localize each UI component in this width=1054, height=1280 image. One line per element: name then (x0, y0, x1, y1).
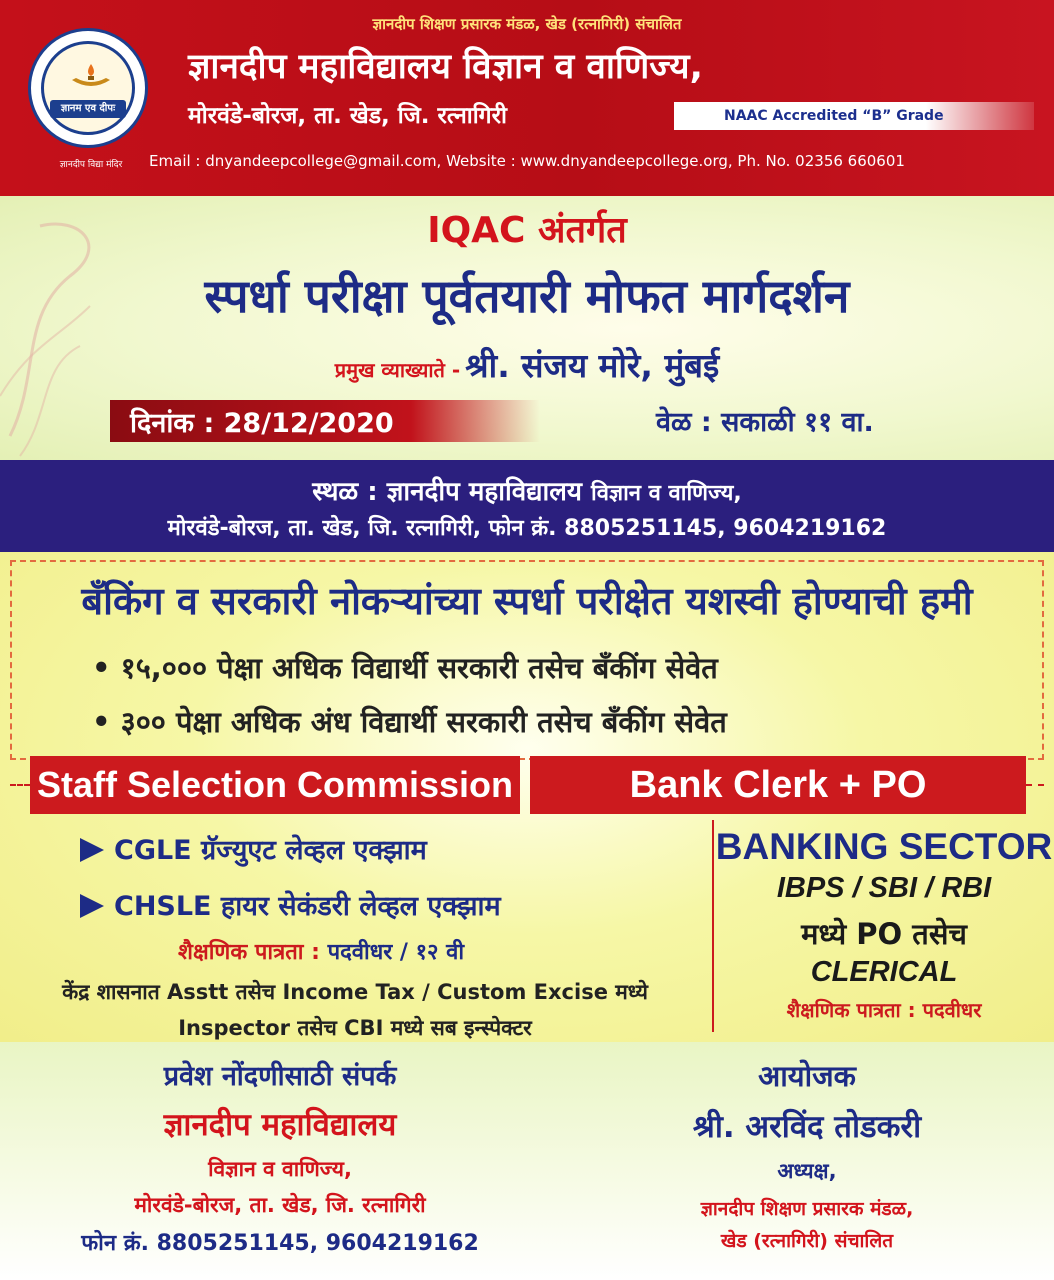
logo-motto: ज्ञानदीप विद्या मंदिर (59, 160, 123, 170)
organizer (560, 1042, 1054, 1253)
bank-clerical: CLERICAL (810, 956, 958, 988)
lamp-icon (68, 62, 114, 92)
organizer-role: अध्यक्ष, (777, 1159, 837, 1183)
ssc-qualification (178, 936, 464, 966)
banking-sector-heading: BANKING SECTOR (715, 826, 1053, 867)
contact-faculty: विज्ञान व वाणिज्य, (208, 1157, 352, 1181)
promo-heading: बँकिंग व सरकारी नोकऱ्यांच्या स्पर्धा परीक्षेत यशस्वी होण्याची हमी (81, 579, 973, 623)
ssc-qual-label: शैक्षणिक पात्रता : (178, 940, 320, 965)
contact-line: Email : dnyandeepcollege@gmail.com, Website : www.dnyandeepcollege.org, Ph. No. 02356 660601 (149, 152, 905, 170)
event-date: दिनांक : 28/12/2020 (130, 408, 394, 439)
venue-faculty: विज्ञान व वाणिज्य, (591, 481, 742, 506)
ssc-qual-value: पदवीधर / १२ वी (327, 940, 465, 965)
ssc-exam-item (80, 830, 427, 867)
bank-tab: Bank Clerk + PO (530, 756, 1026, 814)
iqac-heading: IQAC अंतर्गत (427, 210, 627, 251)
date-banner (110, 400, 540, 442)
promo-bullet: • १५,००० पेक्षा अधिक विद्यार्थी सरकारी तसेच बँकींग सेवेत (92, 651, 718, 685)
ssc-exam-item (80, 886, 501, 923)
ssc-tab: Staff Selection Commission (30, 756, 520, 814)
ssc-exam-label: CHSLE हायर सेकंडरी लेव्हल एक्झाम (114, 891, 501, 922)
college-name: ज्ञानदीप महाविद्यालय विज्ञान व वाणिज्य, (188, 47, 703, 87)
bank-posts: मध्ये PO तसेच (801, 917, 967, 951)
venue-line-1 (0, 472, 1054, 508)
contact-address: मोरवंडे-बोरज, ता. खेड, जि. रत्नागिरी (134, 1193, 426, 1217)
logo-band-text: ज्ञानम एव दीपः (50, 100, 126, 118)
triangle-right-icon (80, 838, 104, 862)
organizer-org: ज्ञानदीप शिक्षण प्रसारक मंडळ, (700, 1198, 914, 1220)
venue-line-2: मोरवंडे-बोरज, ता. खेड, जि. रत्नागिरी, फोन क्रं. 8805251145, 9604219162 (167, 516, 887, 541)
admission-contact (0, 1042, 560, 1257)
college-address: मोरवंडे-बोरज, ता. खेड, जि. रत्नागिरी (188, 103, 507, 129)
tab-dash-right (1026, 784, 1044, 786)
speaker-label: प्रमुख व्याख्याते - (334, 358, 461, 382)
speaker-name: श्री. संजय मोरे, मुंबई (465, 346, 720, 385)
promo-section (0, 552, 1054, 1042)
event-time: वेळ : सकाळी ११ वा. (656, 407, 874, 438)
college-logo (28, 28, 148, 170)
naac-badge: NAAC Accredited “B” Grade (674, 102, 1034, 130)
ssc-exam-label: CGLE ग्रॅज्युएट लेव्हल एक्झाम (114, 835, 427, 866)
venue-name: स्थळ : ज्ञानदीप महाविद्यालय (312, 477, 582, 507)
triangle-right-icon (80, 894, 104, 918)
organizer-name: श्री. अरविंद तोडकरी (692, 1109, 922, 1145)
bank-qualification: शैक्षणिक पात्रता : पदवीधर (786, 998, 982, 1022)
contact-phone: फोन क्रं. 8805251145, 9604219162 (81, 1231, 479, 1256)
parent-organization: ज्ञानदीप शिक्षण प्रसारक मंडळ, खेड (रत्नागिरी) संचालित (372, 15, 682, 33)
logo-emblem (41, 41, 135, 135)
contact-college-name: ज्ञानदीप महाविद्यालय (163, 1107, 397, 1143)
contact-heading: प्रवेश नोंदणीसाठी संपर्क (163, 1061, 397, 1092)
promo-bullet: • ३०० पेक्षा अधिक अंध विद्यार्थी सरकारी तसेच बँकींग सेवेत (92, 705, 727, 739)
footer-section (0, 1042, 1054, 1280)
event-section (0, 196, 1054, 460)
tab-dash-left (10, 784, 30, 786)
event-title: स्पर्धा परीक्षा पूर्वतयारी मोफत मार्गदर्शन (204, 269, 850, 323)
speaker-line (0, 342, 1054, 387)
college-header (0, 0, 1054, 196)
ssc-description-line: केंद्र शासनात Asstt तसेच Income Tax / Custom Excise मध्ये (62, 980, 648, 1004)
organizer-heading: आयोजक (758, 1059, 856, 1093)
venue-section (0, 460, 1054, 552)
ssc-description-line: Inspector तसेच CBI मध्ये सब इन्स्पेक्टर (178, 1016, 532, 1040)
organizer-org-location: खेड (रत्नागिरी) संचालित (720, 1230, 894, 1252)
bank-exams: IBPS / SBI / RBI (776, 872, 992, 904)
